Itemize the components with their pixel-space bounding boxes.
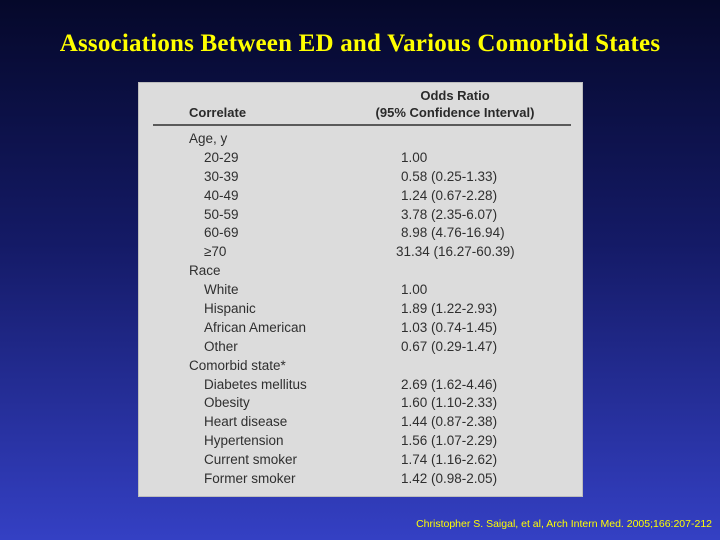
odds-ratio-value: 1.44 (0.87-2.38) xyxy=(401,414,498,430)
correlate-label: Other xyxy=(204,338,238,354)
table-row xyxy=(139,395,582,414)
table-body xyxy=(139,131,582,490)
odds-ratio-value: 1.89 (1.22-2.93) xyxy=(401,301,498,317)
correlate-label: Obesity xyxy=(204,395,250,411)
odds-ratio-value: 1.03 (0.74-1.45) xyxy=(401,319,498,335)
citation: Christopher S. Saigal, et al, Arch Intern Med. 2005;166:207-212 xyxy=(416,518,712,530)
odds-ratio-value: 1.00 xyxy=(401,282,428,298)
group-label: Race xyxy=(189,263,221,279)
table-row xyxy=(139,414,582,433)
odds-ratio-value: 8.98 (4.76-16.94) xyxy=(401,225,505,241)
correlate-label: Former smoker xyxy=(204,471,296,487)
table-row xyxy=(139,452,582,471)
odds-ratio-value: 0.58 (0.25-1.33) xyxy=(401,168,498,184)
correlate-label: Current smoker xyxy=(204,452,298,468)
table-row xyxy=(139,282,582,301)
odds-ratio-value: 1.42 (0.98-2.05) xyxy=(401,471,498,487)
table-row xyxy=(139,339,582,358)
correlate-label: Hypertension xyxy=(204,433,284,449)
table-group-header xyxy=(139,263,582,282)
slide-title: Associations Between ED and Various Comorbid States xyxy=(59,30,661,57)
table-row xyxy=(139,320,582,339)
odds-ratio-value: 1.00 xyxy=(401,149,428,165)
group-label: Age, y xyxy=(189,131,228,146)
column-header-correlate: Correlate xyxy=(189,105,247,120)
table-row xyxy=(139,471,582,490)
odds-ratio-value: 31.34 (16.27-60.39) xyxy=(396,244,515,260)
correlate-label: Hispanic xyxy=(204,301,256,317)
odds-ratio-value: 3.78 (2.35-6.07) xyxy=(401,206,498,222)
table-row xyxy=(139,433,582,452)
correlate-label: 50-59 xyxy=(204,206,239,222)
group-label: Comorbid state* xyxy=(189,357,286,373)
correlate-label: ≥70 xyxy=(204,244,227,260)
odds-ratio-value: 1.24 (0.67-2.28) xyxy=(401,187,498,203)
odds-ratio-value: 1.56 (1.07-2.29) xyxy=(401,433,498,449)
correlate-label: Heart disease xyxy=(204,414,288,430)
odds-ratio-value: 1.74 (1.16-2.62) xyxy=(401,452,498,468)
correlate-label: Diabetes mellitus xyxy=(204,376,307,392)
odds-ratio-value: 1.60 (1.10-2.33) xyxy=(401,395,498,411)
table-row xyxy=(139,377,582,396)
table-row xyxy=(139,150,582,169)
correlate-label: African American xyxy=(204,319,307,335)
table-row xyxy=(139,244,582,263)
table-row xyxy=(139,207,582,226)
column-header-confidence-interval: (95% Confidence Interval) xyxy=(375,105,535,120)
table-row xyxy=(139,301,582,320)
column-header-odds-ratio: Odds Ratio xyxy=(420,88,490,103)
header-divider xyxy=(153,124,571,126)
correlate-label: 20-29 xyxy=(204,149,239,165)
correlate-label: White xyxy=(204,282,239,298)
table-group-header xyxy=(139,358,582,377)
table-row xyxy=(139,188,582,207)
table-row xyxy=(139,225,582,244)
correlate-label: 60-69 xyxy=(204,225,239,241)
odds-ratio-table xyxy=(138,82,583,497)
odds-ratio-value: 2.69 (1.62-4.46) xyxy=(401,376,498,392)
correlate-label: 30-39 xyxy=(204,168,239,184)
table-row xyxy=(139,169,582,188)
correlate-label: 40-49 xyxy=(204,187,239,203)
odds-ratio-value: 0.67 (0.29-1.47) xyxy=(401,338,498,354)
table-group-header xyxy=(139,131,582,150)
